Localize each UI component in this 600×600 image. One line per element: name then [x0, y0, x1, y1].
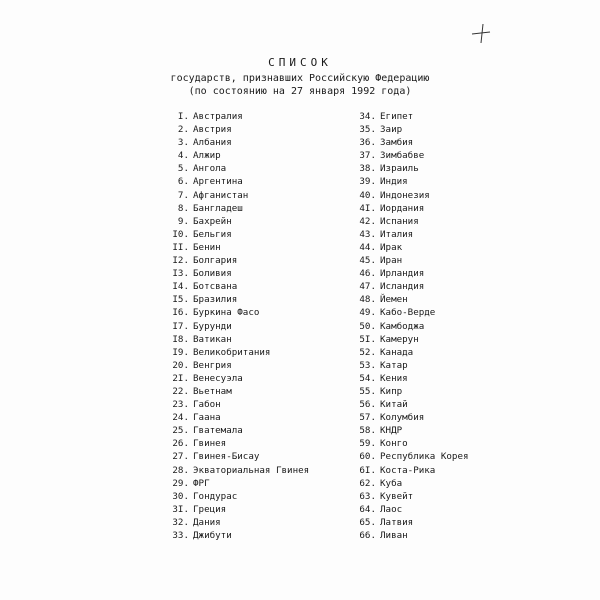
entry-number: 57. [359, 412, 376, 424]
entry-number: I2. [172, 255, 189, 267]
country-entry [350, 202, 469, 215]
country-name: Австрия [193, 124, 232, 136]
entry-number: 30. [172, 490, 189, 502]
entry-number: 36. [359, 137, 376, 149]
country-name: Исландия [380, 281, 425, 293]
country-name: Конго [380, 438, 408, 450]
entry-number: 4. [177, 150, 189, 162]
country-name: Экваториальная Гвинея [193, 464, 310, 476]
entry-number: 59. [359, 438, 376, 450]
country-entry [350, 175, 469, 188]
country-entry [163, 202, 309, 215]
country-name: Канада [380, 346, 414, 358]
country-name: Габон [193, 399, 221, 411]
entry-number: 53. [359, 359, 376, 371]
country-name: Иордания [380, 202, 425, 214]
country-name: Латвия [380, 516, 414, 528]
entry-number: 6I. [359, 464, 376, 476]
country-name: Ирландия [380, 268, 425, 280]
country-name: Дания [193, 516, 221, 528]
country-entry [163, 267, 309, 280]
country-entry [163, 346, 309, 359]
country-name: Испания [380, 215, 419, 227]
country-name: Камерун [380, 333, 419, 345]
country-entry [350, 280, 469, 293]
country-entry [350, 162, 469, 175]
country-entry [163, 162, 309, 175]
entry-number: 52. [359, 346, 376, 358]
entry-number: 58. [359, 425, 376, 437]
entry-number: I. [177, 111, 189, 122]
country-entry [350, 346, 469, 359]
country-name: Республика Корея [380, 451, 469, 463]
country-name: Катар [380, 359, 408, 371]
country-entry [163, 293, 309, 306]
country-entry [163, 110, 309, 123]
country-entry [350, 136, 469, 149]
country-name: Афганистан [193, 189, 249, 201]
country-entry [163, 228, 309, 241]
entry-number: 38. [359, 163, 376, 175]
country-name: Ирак [380, 241, 403, 253]
entry-number: 54. [359, 372, 376, 384]
country-name: Алжир [193, 150, 221, 162]
country-list-right [350, 110, 469, 542]
country-entry [350, 241, 469, 254]
country-entry [350, 320, 469, 333]
entry-number: 2I. [172, 372, 189, 384]
country-entry [163, 241, 309, 254]
country-entry [350, 215, 469, 228]
country-name: Гаана [193, 412, 221, 424]
country-name: Греция [193, 503, 227, 515]
country-entry [350, 110, 469, 123]
entry-number: 22. [172, 385, 189, 397]
country-entry [163, 529, 309, 542]
country-name: Италия [380, 228, 414, 240]
country-name: Колумбия [380, 412, 425, 424]
entry-number: 56. [359, 399, 376, 411]
country-entry [350, 293, 469, 306]
country-name: Кипр [380, 385, 403, 397]
entry-number: 26. [172, 438, 189, 450]
entry-number: 8. [177, 202, 189, 214]
country-name: Камбоджа [380, 320, 425, 332]
entry-number: 47. [359, 281, 376, 293]
entry-number: 23. [172, 399, 189, 411]
country-entry [163, 477, 309, 490]
country-entry [163, 464, 309, 477]
country-name: Кувейт [380, 490, 414, 502]
entry-number: 2. [177, 124, 189, 136]
entry-number: 43. [359, 228, 376, 240]
country-entry [350, 490, 469, 503]
country-entry [350, 450, 469, 463]
entry-number: 66. [359, 530, 376, 541]
country-name: Джибути [193, 530, 232, 541]
entry-number: I8. [172, 333, 189, 345]
entry-number: I3. [172, 268, 189, 280]
entry-number: 44. [359, 241, 376, 253]
country-name: Австралия [193, 111, 243, 122]
country-name: КНДР [380, 425, 403, 437]
country-name: Гватемала [193, 425, 243, 437]
entry-number: 3I. [172, 503, 189, 515]
country-entry [350, 516, 469, 529]
entry-number: II. [172, 241, 189, 253]
country-name: Йемен [380, 294, 408, 306]
entry-number: 3. [177, 137, 189, 149]
entry-number: 64. [359, 503, 376, 515]
country-name: Бурунди [193, 320, 232, 332]
country-name: Кабо-Верде [380, 307, 436, 319]
country-name: Индия [380, 176, 408, 188]
entry-number: 20. [172, 359, 189, 371]
entry-number: 28. [172, 464, 189, 476]
country-entry [350, 123, 469, 136]
document-title: СПИСОК [268, 56, 332, 69]
entry-number: I7. [172, 320, 189, 332]
country-name: Венгрия [193, 359, 232, 371]
entry-number: I9. [172, 346, 189, 358]
entry-number: 6. [177, 176, 189, 188]
country-entry [350, 254, 469, 267]
country-entry [350, 372, 469, 385]
entry-number: I6. [172, 307, 189, 319]
country-list-left [163, 110, 309, 542]
country-entry [163, 254, 309, 267]
entry-number: 32. [172, 516, 189, 528]
entry-number: 62. [359, 477, 376, 489]
country-entry [163, 306, 309, 319]
country-name: Ботсвана [193, 281, 238, 293]
country-name: Боливия [193, 268, 232, 280]
entry-number: 9. [177, 215, 189, 227]
country-name: Замбия [380, 137, 414, 149]
country-name: Вьетнам [193, 385, 232, 397]
country-entry [163, 280, 309, 293]
country-entry [163, 437, 309, 450]
country-name: Куба [380, 477, 403, 489]
country-entry [163, 411, 309, 424]
country-name: Лаос [380, 503, 403, 515]
country-entry [350, 411, 469, 424]
document-subtitle: государств, признавших Российскую Федерацию [170, 73, 430, 84]
country-name: Бахрейн [193, 215, 232, 227]
country-name: Египет [380, 111, 414, 122]
country-entry [163, 123, 309, 136]
country-entry [350, 149, 469, 162]
entry-number: I0. [172, 228, 189, 240]
document-date-line: (по состоянию на 27 января 1992 года) [188, 86, 412, 97]
entry-number: 42. [359, 215, 376, 227]
country-entry [163, 385, 309, 398]
country-entry [350, 437, 469, 450]
country-name: Бельгия [193, 228, 232, 240]
entry-number: 40. [359, 189, 376, 201]
country-entry [163, 136, 309, 149]
country-entry [163, 398, 309, 411]
country-entry [350, 267, 469, 280]
country-name: Буркина Фасо [193, 307, 260, 319]
country-entry [350, 359, 469, 372]
country-entry [350, 529, 469, 542]
country-entry [350, 306, 469, 319]
entry-number: 63. [359, 490, 376, 502]
entry-number: 60. [359, 451, 376, 463]
entry-number: 46. [359, 268, 376, 280]
country-entry [163, 372, 309, 385]
country-entry [163, 189, 309, 202]
country-name: Болгария [193, 255, 238, 267]
country-name: Ватикан [193, 333, 232, 345]
entry-number: 4I. [359, 202, 376, 214]
country-name: Гондурас [193, 490, 238, 502]
country-name: Китай [380, 399, 408, 411]
country-name: Бенин [193, 241, 221, 253]
country-entry [350, 398, 469, 411]
country-name: Иран [380, 255, 403, 267]
country-entry [350, 228, 469, 241]
country-name: Аргентина [193, 176, 243, 188]
entry-number: 5I. [359, 333, 376, 345]
country-entry [350, 503, 469, 516]
country-entry [163, 503, 309, 516]
entry-number: 35. [359, 124, 376, 136]
country-name: Великобритания [193, 346, 271, 358]
entry-number: 50. [359, 320, 376, 332]
country-name: Коста-Рика [380, 464, 436, 476]
country-name: Кения [380, 372, 408, 384]
country-entry [350, 477, 469, 490]
country-entry [163, 424, 309, 437]
entry-number: 33. [172, 530, 189, 541]
country-name: Албания [193, 137, 232, 149]
entry-number: 45. [359, 255, 376, 267]
entry-number: I4. [172, 281, 189, 293]
country-name: ФРГ [193, 477, 210, 489]
entry-number: I5. [172, 294, 189, 306]
handwritten-mark [470, 22, 492, 44]
entry-number: 39. [359, 176, 376, 188]
country-entry [163, 215, 309, 228]
country-entry [350, 333, 469, 346]
country-entry [163, 149, 309, 162]
country-name: Израиль [380, 163, 419, 175]
country-name: Гвинея [193, 438, 227, 450]
entry-number: 5. [177, 163, 189, 175]
country-entry [350, 385, 469, 398]
country-name: Заир [380, 124, 403, 136]
country-name: Ливан [380, 530, 408, 541]
country-name: Гвинея-Бисау [193, 451, 260, 463]
entry-number: 29. [172, 477, 189, 489]
country-entry [163, 516, 309, 529]
country-name: Бразилия [193, 294, 238, 306]
country-entry [163, 359, 309, 372]
entry-number: 7. [177, 189, 189, 201]
country-name: Ангола [193, 163, 227, 175]
entry-number: 24. [172, 412, 189, 424]
entry-number: 34. [359, 111, 376, 122]
country-entry [163, 450, 309, 463]
country-name: Венесуэла [193, 372, 243, 384]
country-entry [350, 189, 469, 202]
country-name: Зимбабве [380, 150, 425, 162]
country-name: Бангладеш [193, 202, 243, 214]
country-name: Индонезия [380, 189, 430, 201]
entry-number: 49. [359, 307, 376, 319]
country-entry [163, 320, 309, 333]
entry-number: 25. [172, 425, 189, 437]
country-entry [163, 175, 309, 188]
entry-number: 55. [359, 385, 376, 397]
entry-number: 37. [359, 150, 376, 162]
entry-number: 27. [172, 451, 189, 463]
country-entry [163, 333, 309, 346]
country-entry [163, 490, 309, 503]
country-entry [350, 424, 469, 437]
entry-number: 65. [359, 516, 376, 528]
entry-number: 48. [359, 294, 376, 306]
country-entry [350, 464, 469, 477]
